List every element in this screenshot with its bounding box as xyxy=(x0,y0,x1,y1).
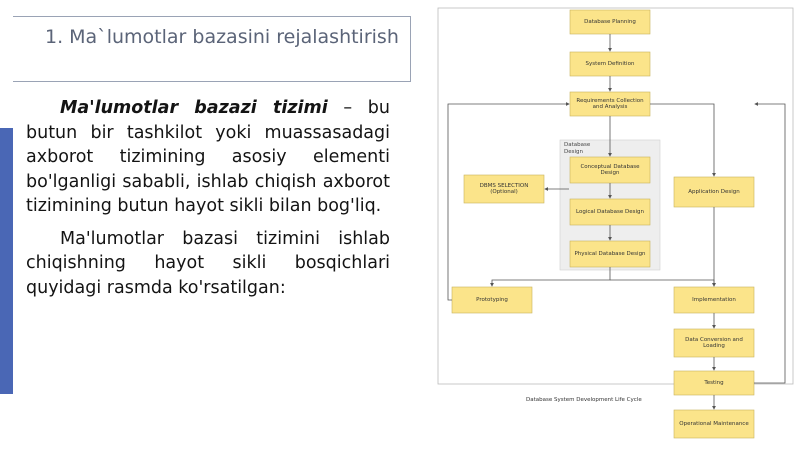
node-implementation: Implementation xyxy=(692,296,736,303)
node-requirements: Requirements Collection and Analysis xyxy=(576,97,644,110)
node-prototyping: Prototyping xyxy=(476,296,508,303)
node-testing: Testing xyxy=(704,379,724,386)
node-maintenance: Operational Maintenance xyxy=(679,420,749,427)
diagram-caption: Database System Development Life Cycle xyxy=(526,397,642,403)
node-conversion: Data Conversion and Loading xyxy=(685,336,743,349)
accent-bar xyxy=(0,128,13,394)
node-dbms: DBMS SELECTION (Optional) xyxy=(479,182,529,195)
title-box xyxy=(13,16,411,82)
node-logical: Logical Database Design xyxy=(575,208,644,215)
database-design-label: Database Design xyxy=(564,142,591,155)
paragraph-1-term: Ma'lumotlar bazazi tizimi xyxy=(60,98,328,118)
node-physical: Physical Database Design xyxy=(574,250,646,257)
slide-title: 1. Ma`lumotlar bazasini rejalashtirish xyxy=(45,26,399,48)
paragraph-1 xyxy=(26,96,390,219)
node-application: Application Design xyxy=(688,188,740,195)
node-conceptual: Conceptual Database Design xyxy=(580,163,640,176)
paragraph-2: Ma'lumotlar bazasi tizimini ishlab chiqishning hayot sikli bosqichlari quyidagi rasmda ko'rsatilgan: xyxy=(26,228,390,298)
lifecycle-diagram xyxy=(430,0,800,449)
body-text xyxy=(26,96,390,308)
node-planning: Database Planning xyxy=(584,18,636,25)
paragraph-1-rest: – bu butun bir tashkilot yoki muassasadagi axborot tizimining asosiy elementi bo'lganligi sababli, ishlab chiqish axborot tizimining butun hayot sikli bilan bog'liq. xyxy=(26,98,390,216)
node-definition: System Definition xyxy=(585,60,635,67)
